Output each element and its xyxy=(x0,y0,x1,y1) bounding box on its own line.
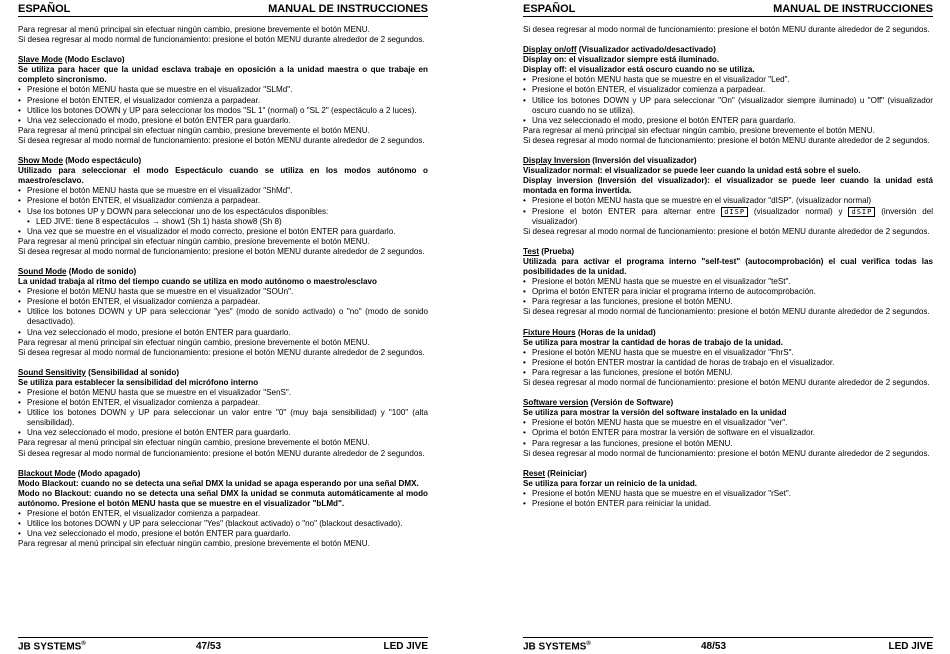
list-item: • Una vez seleccionado el modo, presione el botón ENTER para guardarlo. xyxy=(18,116,428,126)
list-item: • Una vez seleccionado el modo, presione el botón ENTER para guardarlo. xyxy=(18,428,428,438)
step-list xyxy=(18,287,428,337)
list-item: • Presione el botón MENU hasta que se muestre en el visualizador "SOUn". xyxy=(18,287,428,297)
list-item: • Presione el botón MENU hasta que se muestre en el visualizador "dISP". (visualizador normal) xyxy=(523,196,933,206)
paragraph: Si desea regresar al modo normal de funcionamiento: presione el botón MENU durante alrededor de 2 segundos. xyxy=(523,135,930,145)
paragraph: Si desea regresar al modo normal de funcionamiento: presione el botón MENU durante alrededor de 2 segundos. xyxy=(523,378,930,388)
section-software-version xyxy=(523,398,933,459)
section-title: Sound Mode (Modo de sonido) xyxy=(18,266,137,276)
page-number: 47/53 xyxy=(196,641,222,652)
list-item: • Presione el botón MENU hasta que se muestre en el visualizador "ShMd". xyxy=(18,186,428,196)
right-page xyxy=(523,0,933,654)
section-summary: Modo no Blackout: cuando no se detecta una señal DMX la unidad se conmuta automáticamente al modo autónomo. Presione el botón MENU hasta que se muestre en el visualizador "bLMd". xyxy=(18,488,428,508)
step-list xyxy=(523,418,933,448)
header-title: MANUAL DE INSTRUCCIONES xyxy=(268,3,428,15)
header-title: MANUAL DE INSTRUCCIONES xyxy=(773,3,933,15)
header-language: ESPAÑOL xyxy=(523,3,576,15)
page-header xyxy=(18,0,428,17)
paragraph: Para regresar al menú principal sin efectuar ningún cambio, presione brevemente el botón MENU. xyxy=(18,337,370,347)
list-item: • Presione el botón MENU hasta que se muestre en el visualizador "rSet". xyxy=(523,489,933,499)
list-item: • Para regresar a las funciones, presione el botón MENU. xyxy=(523,439,933,449)
section-title: Display on/off (Visualizador activado/desactivado) xyxy=(523,45,716,55)
section-sound-mode xyxy=(18,267,428,358)
paragraph: Si desea regresar al modo normal de funcionamiento: presione el botón MENU durante alrededor de 2 segundos. xyxy=(18,35,425,45)
list-item: • Utilice los botones DOWN y UP para seleccionar los modos "SL 1" (normal) o "SL 2" (espectáculo a 2 luces). xyxy=(18,106,428,116)
paragraph: Si desea regresar al modo normal de funcionamiento: presione el botón MENU durante alrededor de 2 segundos. xyxy=(523,25,930,34)
list-item: • Una vez que se muestre en el visualizador el modo correcto, presione el botón ENTER para guardarlo. xyxy=(18,227,428,237)
page-footer xyxy=(18,637,428,654)
section-title: Show Mode (Modo espectáculo) xyxy=(18,156,142,166)
section-test xyxy=(523,247,933,318)
list-item: • Presione el botón MENU hasta que se muestre en el visualizador "Led". xyxy=(523,75,933,85)
list-item: • Para regresar a las funciones, presione el botón MENU. xyxy=(523,297,933,307)
list-item: • Una vez seleccionado el modo, presione el botón ENTER para guardarlo. xyxy=(18,328,428,338)
list-item: • Presione el botón ENTER mostrar la cantidad de horas de trabajo en el visualizador. xyxy=(523,358,933,368)
list-item: • Presione el botón ENTER, el visualizador comienza a parpadear. xyxy=(18,509,428,519)
section-summary: Se utiliza para mostrar la versión del software instalado en la unidad xyxy=(523,408,787,418)
sub-list-item: • LED JIVE: tiene 8 espectáculos → show1 (Sh 1) hasta show8 (Sh 8) xyxy=(18,217,428,227)
section-title: Software version (Versión de Software) xyxy=(523,398,674,408)
page-content xyxy=(18,25,428,549)
list-item: • Una vez seleccionado el modo, presione el botón ENTER para guardarlo. xyxy=(18,529,428,539)
section-blackout-mode xyxy=(18,469,428,550)
section-sound-sensitivity xyxy=(18,368,428,459)
section-slave-mode xyxy=(18,55,428,146)
list-item: • Presione el botón ENTER para alternar entre dISP (visualizador normal) y dSIP (inversión del visualizador) xyxy=(523,207,933,227)
paragraph: Para regresar al menú principal sin efectuar ningún cambio, presione brevemente el botón MENU. xyxy=(18,539,370,549)
section-title: Sound Sensitivity (Sensibilidad al sonido) xyxy=(18,367,180,377)
step-list xyxy=(523,489,933,509)
list-item: • Oprima el botón ENTER para mostrar la versión de software en el visualizador. xyxy=(523,428,933,438)
list-item: • Presione el botón ENTER, el visualizador comienza a parpadear. xyxy=(18,196,428,206)
section-summary: Display on: el visualizador siempre está iluminado. xyxy=(523,55,720,65)
section-title: Slave Mode (Modo Esclavo) xyxy=(18,55,125,65)
page-number: 48/53 xyxy=(701,641,727,652)
lcd-display-inverted-icon: dSIP xyxy=(848,207,875,217)
section-summary: La unidad trabaja al ritmo del tiempo cuando se utiliza en modo autónomo o maestro/esclavo xyxy=(18,277,377,287)
paragraph: Para regresar al menú principal sin efectuar ningún cambio, presione brevemente el botón MENU. xyxy=(18,125,370,135)
section-display-inversion xyxy=(523,156,933,237)
section-summary: Modo Blackout: cuando no se detecta una señal DMX la unidad se apaga esperando por una señal DMX. xyxy=(18,478,419,488)
paragraph: Para regresar al menú principal sin efectuar ningún cambio, presione brevemente el botón MENU. xyxy=(18,236,370,246)
section-reset xyxy=(523,469,933,509)
list-item: • Utilice los botones DOWN y UP para seleccionar "On" (visualizador siempre iluminado) u "Off" (visualizador oscuro cuando no se utiliza). xyxy=(523,96,933,116)
list-item: • Utilice los botones DOWN y UP para seleccionar "Yes" (blackout activado) o "no" (blackout desactivado). xyxy=(18,519,428,529)
header-language: ESPAÑOL xyxy=(18,3,71,15)
section-summary: Utilizado para seleccionar el modo Espectáculo cuando se utiliza en los modos autónomo o maestro/esclavo. xyxy=(18,166,428,186)
paragraph: Para regresar al menú principal sin efectuar ningún cambio, presione brevemente el botón MENU. xyxy=(18,25,370,34)
step-list xyxy=(523,196,933,226)
section-summary: Se utiliza para establecer la sensibilidad del micrófono interno xyxy=(18,377,259,387)
section-summary: Visualizador normal: el visualizador se puede leer cuando la unidad está sobre el suelo. xyxy=(523,166,861,176)
paragraph: Para regresar al menú principal sin efectuar ningún cambio, presione brevemente el botón MENU. xyxy=(18,438,370,448)
list-item: • Una vez seleccionado el modo, presione el botón ENTER para guardarlo. xyxy=(523,116,933,126)
footer-brand: JB SYSTEMS® xyxy=(18,641,86,653)
list-item: • Oprima el botón ENTER para iniciar el programa interno de autocomprobación. xyxy=(523,287,933,297)
section-summary: Display off: el visualizador está oscuro cuando no se utiliza. xyxy=(523,65,755,75)
step-list xyxy=(18,388,428,438)
step-list xyxy=(18,509,428,539)
footer-model: LED JIVE xyxy=(888,641,933,652)
footer-brand: JB SYSTEMS® xyxy=(523,641,591,653)
section-fixture-hours xyxy=(523,328,933,389)
step-list xyxy=(523,348,933,378)
section-title: Display Inversion (Inversión del visualizador) xyxy=(523,156,697,166)
section-title: Blackout Mode (Modo apagado) xyxy=(18,468,141,478)
lcd-display-normal-icon: dISP xyxy=(721,207,748,217)
list-item: • Presione el botón ENTER, el visualizador comienza a parpadear. xyxy=(18,297,428,307)
list-item: • Presione el botón MENU hasta que se muestre en el visualizador "SenS". xyxy=(18,388,428,398)
paragraph: Si desea regresar al modo normal de funcionamiento: presione el botón MENU durante alrededor de 2 segundos. xyxy=(18,347,425,357)
paragraph: Si desea regresar al modo normal de funcionamiento: presione el botón MENU durante alrededor de 2 segundos. xyxy=(18,448,425,458)
list-item: • Utilice los botones DOWN y UP para seleccionar "yes" (modo de sonido activado) o "no" (modo de sonido desactivado). xyxy=(18,307,428,327)
section-display-onoff xyxy=(523,45,933,146)
section-title: Fixture Hours (Horas de la unidad) xyxy=(523,327,656,337)
list-item: • Presione el botón ENTER para reiniciar la unidad. xyxy=(523,499,933,509)
list-item: • Presione el botón MENU hasta que se muestre en el visualizador "FhrS". xyxy=(523,348,933,358)
paragraph: Para regresar al menú principal sin efectuar ningún cambio, presione brevemente el botón MENU. xyxy=(523,125,875,135)
section-title: Reset (Reiniciar) xyxy=(523,468,587,478)
step-list xyxy=(18,186,428,236)
list-item: • Para regresar a las funciones, presione el botón MENU. xyxy=(523,368,933,378)
section-summary: Se utiliza para mostrar la cantidad de horas de trabajo de la unidad. xyxy=(523,337,783,347)
page-header xyxy=(523,0,933,17)
list-item: • Use los botones UP y DOWN para seleccionar uno de los espectáculos disponibles: xyxy=(18,207,428,217)
page-footer xyxy=(523,637,933,654)
step-list xyxy=(523,75,933,125)
list-item: • Presione el botón MENU hasta que se muestre en el visualizador "teSt". xyxy=(523,277,933,287)
step-list xyxy=(18,85,428,125)
paragraph: Si desea regresar al modo normal de funcionamiento: presione el botón MENU durante alrededor de 2 segundos. xyxy=(18,246,425,256)
list-item: • Presione el botón ENTER, el visualizador comienza a parpadear. xyxy=(18,398,428,408)
list-item: • Presione el botón MENU hasta que se muestre en el visualizador "ver". xyxy=(523,418,933,428)
list-item: • Presione el botón ENTER, el visualizador comienza a parpadear. xyxy=(523,85,933,95)
list-item: • Utilice los botones DOWN y UP para seleccionar un valor entre "0" (muy baja sensibilidad) y "100" (alta sensibilidad). xyxy=(18,408,428,428)
list-item: • Presione el botón ENTER, el visualizador comienza a parpadear. xyxy=(18,96,428,106)
paragraph: Si desea regresar al modo normal de funcionamiento: presione el botón MENU durante alrededor de 2 segundos. xyxy=(523,448,930,458)
page-content xyxy=(523,25,933,509)
footer-model: LED JIVE xyxy=(383,641,428,652)
list-item: • Presione el botón MENU hasta que se muestre en el visualizador "SLMd". xyxy=(18,85,428,95)
section-summary: Display inversion (Inversión del visualizador): el visualizador se puede leer cuando la unidad está montada en forma invertida. xyxy=(523,176,933,196)
section-title: Test (Prueba) xyxy=(523,246,575,256)
section-summary: Se utiliza para forzar un reinicio de la unidad. xyxy=(523,478,698,488)
paragraph: Si desea regresar al modo normal de funcionamiento: presione el botón MENU durante alrededor de 2 segundos. xyxy=(523,307,930,317)
section-show-mode xyxy=(18,156,428,257)
section-summary: Utilizada para activar el programa interno "self-test" (autocomprobación) el cual verifica todas las posibilidades de la unidad. xyxy=(523,257,933,277)
left-page xyxy=(18,0,428,654)
step-list xyxy=(523,277,933,307)
paragraph: Si desea regresar al modo normal de funcionamiento: presione el botón MENU durante alrededor de 2 segundos. xyxy=(523,226,930,236)
section-summary: Se utiliza para hacer que la unidad esclava trabaje en oposición a la unidad maestra o que trabaje en completo sincronismo. xyxy=(18,65,428,85)
paragraph: Si desea regresar al modo normal de funcionamiento: presione el botón MENU durante alrededor de 2 segundos. xyxy=(18,135,425,145)
